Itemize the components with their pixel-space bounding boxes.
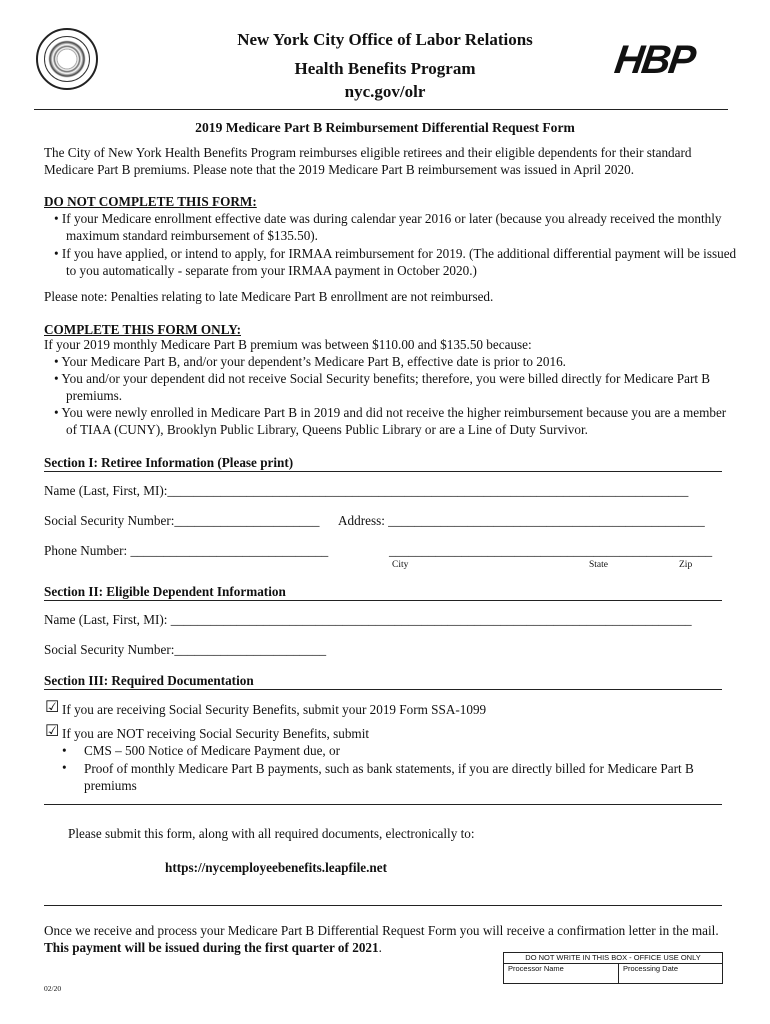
header-divider — [34, 109, 728, 110]
submit-divider — [44, 905, 722, 906]
doc-item: Proof of monthly Medicare Part B payments, such as bank statements, if you are directly billed for Medicare Part B premiums — [84, 761, 694, 793]
confirmation-text: Once we receive and process your Medicare Part B Differential Request Form you will receive a confirmation letter in the mail. — [44, 923, 719, 938]
section3-end-divider — [44, 804, 722, 805]
checkbox-checked-icon[interactable]: ☑ — [45, 723, 60, 740]
dependent-name-field[interactable]: Name (Last, First, MI): _______________________________________________________________________________ — [44, 612, 692, 627]
form-title: 2019 Medicare Part B Reimbursement Differential Request Form — [195, 120, 575, 135]
nyc-seal-icon — [36, 28, 98, 90]
form-code: 02/20 — [44, 984, 62, 993]
retiree-address-line2-field[interactable]: _________________________________________________ — [389, 543, 713, 558]
section3-divider — [44, 689, 722, 690]
section2-divider — [44, 600, 722, 601]
city-label: City — [392, 560, 409, 570]
section2-heading: Section II: Eligible Dependent Information — [44, 584, 286, 599]
section1-heading: Section I: Retiree Information (Please print) — [44, 455, 294, 470]
org-name: New York City Office of Labor Relations — [237, 30, 533, 49]
hbp-logo: HBP — [611, 38, 697, 82]
confirmation-paragraph — [44, 922, 724, 956]
program-name: Health Benefits Program — [294, 59, 476, 78]
do-not-heading: DO NOT COMPLETE THIS FORM: — [44, 194, 257, 209]
complete-item: • Your Medicare Part B, and/or your dependent’s Medicare Part B, effective date is prior to 2016. — [54, 354, 566, 369]
penalty-note: Please note: Penalties relating to late Medicare Part B enrollment are not reimbursed. — [44, 289, 494, 304]
complete-heading: COMPLETE THIS FORM ONLY: — [44, 322, 241, 337]
retiree-name-field[interactable]: Name (Last, First, MI):_______________________________________________________________________________ — [44, 483, 689, 498]
bullet-dot-icon: • — [62, 743, 67, 758]
retiree-phone-field[interactable]: Phone Number: ______________________________ — [44, 543, 329, 558]
complete-item: • You and/or your dependent did not receive Social Security benefits; therefore, you were billed directly for Medicare Part B premiums. — [54, 371, 711, 403]
ss-no-text: If you are NOT receiving Social Security Benefits, submit — [62, 726, 370, 741]
zip-label: Zip — [679, 560, 693, 570]
office-box-title: DO NOT WRITE IN THIS BOX - OFFICE USE ONLY — [504, 953, 722, 964]
complete-item: • You were newly enrolled in Medicare Part B in 2019 and did not receive the higher reimbursement because you are a member of TIAA (CUNY), Brooklyn Public Library, Queens Public Library or are a Line of Duty Survivor. — [54, 405, 727, 437]
intro-paragraph: The City of New York Health Benefits Program reimburses eligible retirees and their eligible dependents for their standard Medicare Part B premiums. Please note that the 2019 Medicare Part B reimbursement was issued in April 2020. — [44, 145, 692, 177]
office-use-box — [503, 952, 723, 984]
processor-name-cell[interactable]: Processor Name — [504, 964, 619, 984]
section3-heading: Section III: Required Documentation — [44, 673, 254, 688]
bullet-dot-icon: • — [62, 760, 67, 775]
submit-url-link[interactable]: https://nycemployeebenefits.leapfile.net — [165, 860, 387, 875]
website: nyc.gov/olr — [344, 82, 426, 101]
complete-lead: If your 2019 monthly Medicare Part B premium was between $110.00 and $135.50 because: — [44, 337, 532, 352]
retiree-address-field[interactable]: Address: ________________________________________________ — [338, 513, 705, 528]
payment-period: . — [378, 940, 382, 955]
processing-date-cell[interactable]: Processing Date — [623, 964, 679, 973]
doc-item: CMS – 500 Notice of Medicare Payment due, or — [84, 743, 341, 758]
state-label: State — [589, 560, 608, 570]
submit-instructions: Please submit this form, along with all required documents, electronically to: — [68, 826, 475, 841]
ss-yes-text: If you are receiving Social Security Benefits, submit your 2019 Form SSA-1099 — [62, 702, 487, 717]
do-not-item: • If you have applied, or intend to apply, for IRMAA reimbursement for 2019. (The additional differential payment will be issued to you automatically - separate from your IRMAA payment in October 2020.) — [54, 246, 737, 278]
dependent-ssn-field[interactable]: Social Security Number:_______________________ — [44, 642, 327, 657]
section1-divider — [44, 471, 722, 472]
payment-note: This payment will be issued during the first quarter of 2021 — [44, 940, 379, 955]
do-not-item: • If your Medicare enrollment effective date was during calendar year 2016 or later (because you already received the monthly maximum standard reimbursement of $135.50). — [54, 211, 722, 243]
retiree-ssn-field[interactable]: Social Security Number:______________________ — [44, 513, 320, 528]
checkbox-checked-icon[interactable]: ☑ — [45, 699, 60, 716]
